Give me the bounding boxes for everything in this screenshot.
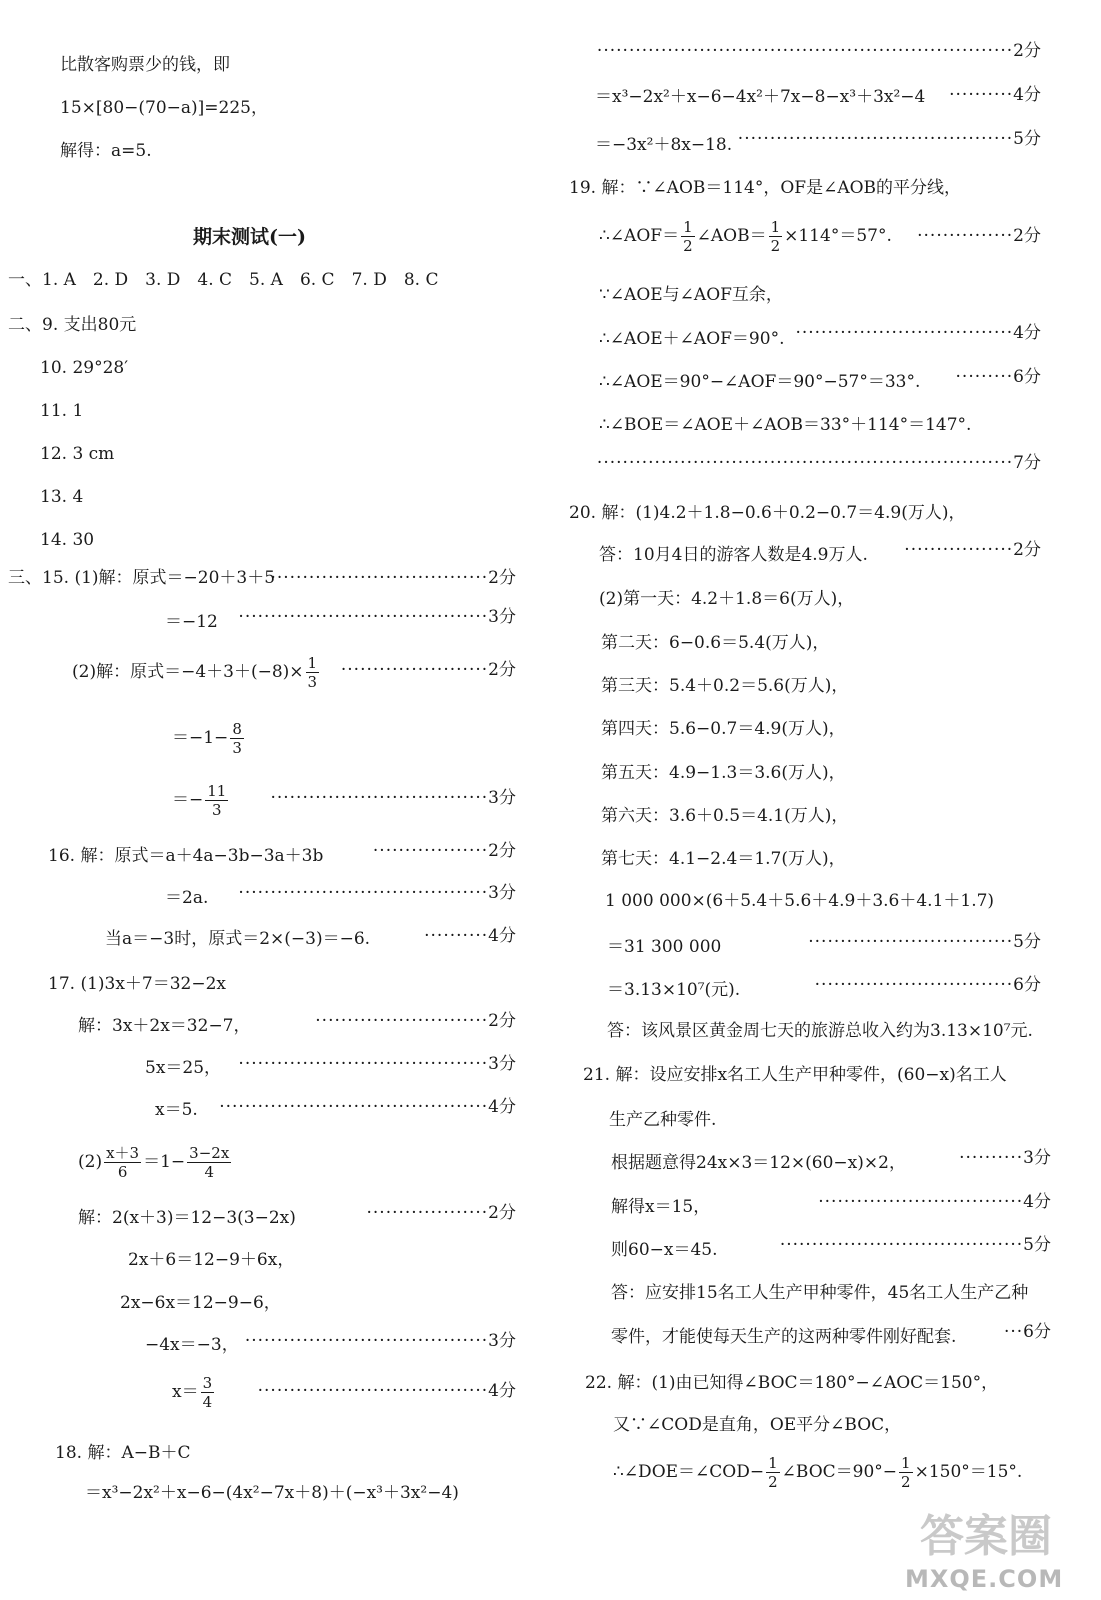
q19-line: ∴∠AOE＋∠AOF＝90°. — [599, 329, 785, 349]
q20-line: 第二天：6−0.6＝5.4(万人)， — [601, 633, 830, 653]
q20-line: 第四天：5.6−0.7＝4.9(万人)， — [601, 719, 846, 739]
answer-9: 二、9. 支出80元 — [8, 315, 137, 335]
score: ······································5分 — [779, 1235, 1051, 1255]
score: ··································3分 — [270, 788, 516, 808]
left-column — [0, 0, 550, 1600]
q20-line: 第三天：5.4＋0.2＝5.6(万人)， — [601, 676, 849, 696]
q17-line: −4x＝−3， — [145, 1335, 239, 1355]
score: ·······································3分 — [238, 1054, 516, 1074]
score: ·················2分 — [904, 540, 1041, 560]
score: ··········4分 — [949, 85, 1041, 105]
q21-line: 根据题意得24x×3＝12×(60−x)×2， — [611, 1153, 906, 1173]
q17-fraction-line: x＝ $\frac{3}{4}$ — [172, 1374, 213, 1411]
score: ··········4分 — [424, 926, 516, 946]
q19-line: ∴∠BOE＝∠AOE＋∠AOB＝33°＋114°＝147°. — [599, 415, 972, 435]
q21-line: 零件，才能使每天生产的这两种零件刚好配套. — [611, 1327, 957, 1347]
score: ·······················2分 — [340, 660, 516, 680]
q17-line: 解：2(x＋3)＝12−3(3−2x) — [78, 1208, 296, 1228]
score: ··········3分 — [959, 1148, 1051, 1168]
q18-line: ＝x³−2x²＋x−6−4x²＋7x−8−x³＋3x²−4 — [595, 87, 926, 107]
q15-fraction-line: (2)解：原式＝−4＋3＋(−8)× $\frac{1}{3}$ — [72, 654, 318, 691]
q21-line: 解得x＝15， — [611, 1197, 711, 1217]
watermark-url: MXQE.COM — [905, 1565, 1064, 1593]
score: ···················2分 — [366, 1203, 516, 1223]
score: ·································································7分 — [596, 453, 1041, 473]
q20-line: 20. 解：(1)4.2＋1.8−0.6＋0.2−0.7＝4.9(万人)， — [569, 503, 966, 523]
score: ·········6分 — [955, 367, 1041, 387]
q18-line: ＝x³−2x²＋x−6−(4x²−7x＋8)＋(−x³＋3x²−4) — [85, 1483, 459, 1503]
q20-line: 答：该风景区黄金周七天的旅游总收入约为3.13×10⁷元. — [607, 1021, 1033, 1041]
score: ··················2分 — [372, 841, 516, 861]
answer-14: 14. 30 — [40, 530, 95, 550]
q20-line: (2)第一天：4.2＋1.8＝6(万人)， — [599, 589, 855, 609]
q18-line: ＝−3x²＋8x−18. — [595, 135, 733, 155]
q17-line: 5x＝25， — [145, 1058, 222, 1078]
q18-line: 18. 解：A−B＋C — [55, 1443, 191, 1463]
fraction: $\frac{1}{2}$ — [683, 218, 693, 255]
q22-fraction-line: ∴∠DOE＝∠COD− $\frac{1}{2}$ ∠BOC＝90°− $\frac{1}{2}$ ×150°＝15°. — [613, 1454, 1023, 1491]
q22-line: 又∵∠COD是直角，OE平分∠BOC， — [613, 1415, 902, 1435]
q15-fraction-line: ＝− $\frac{11}{3}$ — [172, 782, 227, 819]
q17-line: 17. (1)3x＋7＝32−2x — [48, 974, 227, 994]
fraction: $\frac{1}{3}$ — [307, 654, 318, 691]
fraction: $\frac{11}{3}$ — [207, 782, 227, 819]
q20-line: 第七天：4.1−2.4＝1.7(万人)， — [601, 849, 846, 869]
score: ·······························6分 — [814, 975, 1041, 995]
q16-line: 16. 解：原式＝a＋4a−3b−3a＋3b — [48, 846, 324, 866]
answer-12: 12. 3 cm — [40, 444, 115, 464]
answer-13: 13. 4 — [40, 487, 84, 507]
q20-line: ＝3.13×10⁷(元). — [607, 980, 741, 1000]
section-title: 期末测试(一) — [193, 226, 306, 248]
q19-line: ∴∠AOE＝90°−∠AOF＝90°−57°＝33°. — [599, 372, 921, 392]
q19-line: ∵∠AOE与∠AOF互余， — [599, 285, 783, 305]
fraction: $\frac{1}{2}$ — [901, 1454, 911, 1491]
answer-11: 11. 1 — [40, 401, 84, 421]
q20-line: 第五天：4.9−1.3＝3.6(万人)， — [601, 763, 846, 783]
answer-10: 10. 29°28′ — [40, 358, 129, 378]
score: ···············2分 — [917, 226, 1041, 246]
q21-line: 答：应安排15名工人生产甲种零件，45名工人生产乙种 — [611, 1283, 1029, 1303]
right-column — [555, 0, 1101, 1600]
q20-line: 答：10月4日的游客人数是4.9万人. — [599, 545, 868, 565]
text-line: 解得：a=5. — [60, 141, 152, 161]
choice-answers: 一、1. A 2. D 3. D 4. C 5. A 6. C 7. D 8. C — [8, 270, 439, 290]
q17-line: x＝5. — [155, 1100, 198, 1120]
q15-line: ＝−12 — [165, 612, 218, 632]
score: ·······································3分 — [238, 883, 516, 903]
q15-line: 三、15. (1)解：原式＝−20＋3＋5 — [8, 568, 276, 588]
q17-equation: (2) $\frac{x+3}{6}$ ＝1− $\frac{3-2x}{4}$ — [78, 1144, 230, 1181]
q21-line: 21. 解：设应安排x名工人生产甲种零件，(60−x)名工人 — [583, 1065, 1007, 1085]
q16-line: 当a＝−3时，原式＝2×(−3)＝−6. — [105, 929, 371, 949]
q16-line: ＝2a. — [165, 888, 209, 908]
score: ··········································4分 — [219, 1097, 516, 1117]
score: ···6分 — [1003, 1322, 1051, 1342]
score: ·································································2分 — [596, 41, 1041, 61]
score: ································5分 — [808, 932, 1041, 952]
q15-fraction-line: ＝−1− $\frac{8}{3}$ — [172, 720, 242, 757]
fraction: $\frac{3}{4}$ — [202, 1374, 213, 1411]
q20-line: 第六天：3.6＋0.5＝4.1(万人)， — [601, 806, 849, 826]
fraction: $\frac{3-2x}{4}$ — [189, 1144, 230, 1181]
score: ······································3分 — [244, 1331, 516, 1351]
q20-line: 1 000 000×(6＋5.4＋5.6＋4.9＋3.6＋4.1＋1.7) — [605, 891, 995, 911]
text-line: 15×[80−(70−a)]=225， — [60, 98, 268, 118]
score: ····································4分 — [257, 1381, 516, 1401]
watermark-logo: 答案圈 — [920, 1511, 1052, 1562]
q21-line: 生产乙种零件. — [609, 1110, 717, 1130]
score: ··································2分 — [270, 568, 516, 588]
score: ···········································5分 — [737, 129, 1041, 149]
q22-line: 22. 解：(1)由已知得∠BOC＝180°−∠AOC＝150°， — [585, 1373, 999, 1393]
q17-line: 2x＋6＝12−9＋6x， — [128, 1250, 295, 1270]
q21-line: 则60−x＝45. — [611, 1240, 718, 1260]
score: ································4分 — [818, 1192, 1051, 1212]
q20-line: ＝31 300 000 — [607, 937, 722, 957]
fraction: $\frac{x+3}{6}$ — [106, 1144, 140, 1181]
fraction: $\frac{1}{2}$ — [768, 1454, 778, 1491]
q19-fraction-line: ∴∠AOF＝ $\frac{1}{2}$ ∠AOB＝ $\frac{1}{2}$ ×114°＝57°. — [599, 218, 892, 255]
fraction: $\frac{8}{3}$ — [232, 720, 242, 757]
score: ··································4分 — [795, 323, 1041, 343]
text-line: 比散客购票少的钱，即 — [60, 55, 230, 75]
q17-line: 2x−6x＝12−9−6， — [120, 1293, 281, 1313]
score: ·······································3分 — [238, 607, 516, 627]
q19-line: 19. 解：∵∠AOB＝114°，OF是∠AOB的平分线， — [569, 178, 962, 198]
score: ···························2分 — [315, 1011, 516, 1031]
q17-line: 解：3x＋2x＝32−7， — [78, 1016, 251, 1036]
fraction: $\frac{1}{2}$ — [770, 218, 781, 255]
